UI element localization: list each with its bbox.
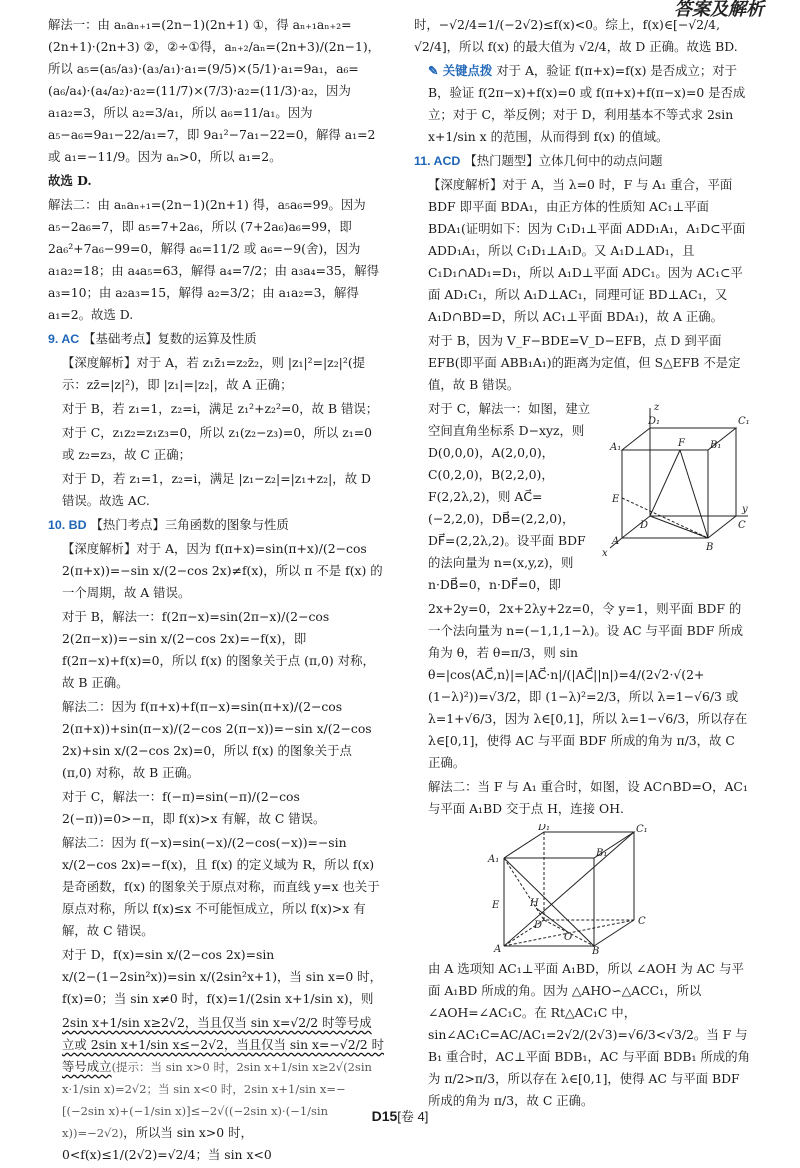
- label2-C1: C₁: [636, 824, 648, 835]
- label2-O: O: [564, 932, 573, 943]
- q11-analysis-c1: 对于 C，解法一：如图，建立空间直角坐标系 D−xyz，则 D(0,0,0)，A(2,0,0)，C(0,2,0)，B(2,2,0)，F(2,2λ,2)，则 AC⃗=(−2,2,0)，DB⃗=(2,2,0)，DF⃗=(2,2λ,2)。设平面 BDF 的法向量为 n=(x,y,z)，则 n·DB⃗=0，n·DF⃗=0，即: [428, 401, 591, 592]
- label2-H: H: [530, 898, 539, 909]
- axis-y: y: [742, 504, 748, 515]
- q11-tag: 【热门题型】立体几何中的动点问题: [464, 153, 663, 168]
- label-C: C: [738, 520, 746, 531]
- label2-D1: D₁: [538, 824, 551, 833]
- q10-analysis-b1: 对于 B，解法一：f(2π−x)=sin(2π−x)/(2−cos 2(2π−x))=−sin x/(2−cos 2x)=−f(x)，即 f(2π−x)+f(x)=0，所以 f(x) 的图象关于点 (π,0) 对称，故 B 正确。: [62, 609, 375, 690]
- q11-analysis-b: 对于 B，因为 V_F−BDE=V_D−EFB，点 D 到平面 EFB(即平面 ABB₁A₁)的距离为定值，但 S△EFB 不是定值，故 B 错误。: [428, 333, 741, 392]
- q9-analysis-a: 【深度解析】对于 A，若 z₁z̄₁=z₂z̄₂，则 |z₁|²=|z₂|²(提示：zz̄=|z|²)，即 |z₁|=|z₂|，故 A 正确；: [62, 355, 366, 392]
- label2-C: C: [638, 916, 646, 927]
- label-D: D: [640, 520, 649, 531]
- label2-B1: B₁: [596, 848, 608, 859]
- q11-analysis-c3: 由 A 选项知 AC₁⊥平面 A₁BD，所以 ∠AOH 为 AC 与平面 A₁BD 所成的角。因为 △AHO∽△ACC₁，所以 ∠AOH=∠AC₁C。在 Rt△AC₁C 中，sin∠AC₁C=AC/AC₁=2√2/(2√3)=√6/3<√3/2。当 F 与 B₁ 重合时，AC⊥平面 BDB₁，AC 与平面 BDB₁ 所成的角为 π/2>π/3，所以存在 λ∈[0,1]，使得 AC 与平面 BDF 所成的角为 π/3，故 C 正确。: [428, 961, 750, 1108]
- q11-analysis-c1b: 2x+2y=0，2x+2λy+2z=0，令 y=1，则平面 BDF 的一个法向量为 n=(−1,1,1−λ)。设 AC 与平面 BDF 所成角为 θ，若 θ=π/3，则 sin θ=|cos⟨AC⃗,n⟩|=|AC⃗·n|/(|AC⃗||n|)=4/(2√2·√(2+(1−λ)²))=√3/2，即 (1−λ)²=2/3，所以 λ=1−√6/3 或 λ=1+√6/3，因为 λ∈[0,1]，所以 λ=1−√6/3，所以存在 λ∈[0,1]，使得 AC 与平面 BDF 所成的角为 π/3，故 C 正确。: [428, 601, 748, 770]
- label-C1: C₁: [738, 416, 750, 427]
- q11-coordinate-block: [414, 398, 750, 598]
- label2-E: E: [492, 900, 500, 911]
- q9-analysis-c: 对于 C，z₁z₂=z₁z₃=0，所以 z₁(z₂−z₃)=0，所以 z₁=0 或 z₂=z₃，故 C 正确；: [62, 425, 373, 462]
- axis-x: x: [602, 548, 608, 558]
- q9-analysis-d: 对于 D，若 z₁=1，z₂=i，满足 |z₁−z₂|=|z₁+z₂|，故 D 错误。故选 AC.: [62, 471, 371, 508]
- q10-analysis-b2: 解法二：因为 f(π+x)+f(π−x)=sin(π+x)/(2−cos 2(π+x))+sin(π−x)/(2−cos 2(π−x))=−sin x/(2−cos 2x)+sin x/(2−cos 2x)=0，所以 f(x) 的图象关于点 (π,0) 对称，故 B 正确。: [62, 699, 372, 780]
- q10-analysis-a: 【深度解析】对于 A，因为 f(π+x)=sin(π+x)/(2−cos 2(π+x))=−sin x/(2−cos 2x)≠f(x)，所以 π 不是 f(x) 的一个周期，故 A 错误。: [62, 541, 383, 600]
- q10-tag: 【热门考点】三角函数的图象与性质: [90, 517, 289, 532]
- q10-number: 10. BD: [48, 518, 87, 532]
- label2-A: A: [494, 944, 502, 954]
- q8-conclusion: 故选 D.: [48, 173, 92, 188]
- q9-number: 9. AC: [48, 332, 80, 346]
- cube-figure-section: [484, 824, 654, 954]
- label2-B: B: [592, 946, 600, 954]
- page-number: D15: [371, 1108, 398, 1124]
- key-point-text: 对于 A，验证 f(π+x)=f(x) 是否成立；对于 B，验证 f(2π−x)+f(x)=0 或 f(π+x)+f(π−x)=0 是否成立；对于 C，举反例；对于 D，利用基本不等式求 2sin x+1/sin x 的范围，从而得到 f(x) 的值域。: [428, 63, 746, 144]
- pen-icon: ✎: [428, 63, 439, 78]
- label-B1: B₁: [710, 440, 722, 451]
- q9-analysis-b: 对于 B，若 z₁=1，z₂=i，满足 z₁²+z₂²=0，故 B 错误；: [62, 401, 379, 416]
- q10-analysis-d: 对于 D，f(x)=sin x/(2−cos 2x)=sin x/(2−(1−2sin²x))=sin x/(2sin²x+1)，当 sin x=0 时，f(x)=0；当 sin x≠0 时，f(x)=1/(2sin x+1/sin x)，则: [62, 947, 382, 1006]
- cube-figure-coordinate: [600, 398, 750, 558]
- q11-number: 11. ACD: [414, 154, 461, 168]
- q8-solution-two: 解法二：由 aₙaₙ₊₁=(2n−1)(2n+1) 得，a₅a₆=99。因为 a₅−2a₆=7，即 a₅=7+2a₆，所以 (7+2a₆)a₆=99，即 2a₆²+7a₆−99=0，解得 a₆=11/2 或 a₆=−9(舍)，因为 a₁a₂=18；由 a₄a₅=63，解得 a₄=7/2；由 a₃a₄=35，解得 a₃=10；由 a₂a₃=15，解得 a₂=3/2；由 a₁a₂=3，解得 a₁=2。故选 D.: [48, 197, 379, 322]
- key-point-title: 关键点拨: [442, 63, 493, 78]
- axis-z: z: [654, 402, 660, 413]
- key-point-label: [428, 63, 492, 78]
- label-F: F: [678, 438, 685, 449]
- label-A: A: [612, 536, 620, 547]
- q10-analysis-c1: 对于 C，解法一：f(−π)=sin(−π)/(2−cos 2(−π))=0>−π，即 f(x)>x 有解，故 C 错误。: [62, 789, 326, 826]
- q10-continued: 时，−√2/4=1/(−2√2)≤f(x)<0。综上，f(x)∈[−√2/4, √2/4]，所以 f(x) 的最大值为 √2/4，故 D 正确。故选 BD.: [414, 17, 738, 54]
- page-header: 答案及解析: [674, 0, 764, 19]
- q8-solution-one: 解法一：由 aₙaₙ₊₁=(2n−1)(2n+1) ①，得 aₙ₊₁aₙ₊₂=(2n+1)·(2n+3) ②，②÷①得，aₙ₊₂/aₙ=(2n+3)/(2n−1)，所以 a₅=(a₅/a₃)·(a₃/a₁)·a₁=(9/5)×(5/1)·a₁=9a₁，a₆=(a₆/a₄)·(a₄/a₂)·a₂=(11/7)×(7/3)·a₂=(11/3)·a₂，因为 a₁a₂=3，所以 a₂=3/a₁，所以 a₆=11/a₁。因为 a₅−a₆=9a₁−22/a₁=7，即 9a₁²−7a₁−22=0，解得 a₁=2 或 a₁=−11/9。因为 aₙ>0，所以 a₁=2。: [48, 17, 381, 164]
- q11-analysis-a: 【深度解析】对于 A，当 λ=0 时，F 与 A₁ 重合，平面 BDF 即平面 BDA₁，由正方体的性质知 AC₁⊥平面 BDA₁(证明如下：因为 C₁D₁⊥平面 ADD₁A₁，A₁D⊂平面 ADD₁A₁，所以 C₁D₁⊥A₁D。又 A₁D⊥AD₁，且 C₁D₁∩AD₁=D₁，所以 A₁D⊥平面 ADC₁。因为 AC₁⊂平面 AD₁C₁，所以 A₁D⊥AC₁，同理可证 BD⊥AC₁，又 A₁D∩BD=D，所以 AC₁⊥平面 BDA₁)，故 A 正确。: [428, 177, 746, 324]
- label-D1: D₁: [648, 416, 661, 427]
- label2-D: D: [534, 920, 543, 931]
- q11-analysis-c2: 解法二：当 F 与 A₁ 重合时，如图，设 AC∩BD=O，AC₁ 与平面 A₁BD 交于点 H，连接 OH.: [428, 779, 748, 816]
- label-A1: A₁: [610, 442, 622, 453]
- q10-analysis-c2: 解法二：因为 f(−x)=sin(−x)/(2−cos(−x))=−sin x/(2−cos 2x)=−f(x)，且 f(x) 的定义域为 R，所以 f(x) 是奇函数，f(x) 的图象关于原点对称，而直线 y=x 也关于原点对称，所以 f(x)≤x 不可能恒成立，所以 f(x)>x 有解，故 C 错误。: [62, 835, 380, 938]
- label2-A1: A₁: [488, 854, 500, 865]
- q10-inequality: 2sin x+1/sin x≥2√2，当且仅当 sin x=√2/2 时等号成立或 2sin x+1/sin x≤−2√2，当且仅当 sin x=−√2/2 时等号成立: [62, 1015, 384, 1074]
- page-footer: [0, 1106, 800, 1125]
- q10-tip: (提示：当 sin x>0 时，2sin x+1/sin x≥2√(2sin x·1/sin x)=2√2；当 sin x<0 时，2sin x+1/sin x=−[(−2sin x)+(−1/sin x)]≤−2√((−2sin x)·(−1/sin x))=−2√2): [62, 1060, 372, 1140]
- right-column: [414, 14, 750, 1114]
- left-column: [48, 14, 384, 1168]
- label-E: E: [612, 494, 620, 505]
- volume-label: [卷 4]: [397, 1109, 429, 1124]
- q10-analysis-d-end: ，所以当 sin x>0 时，0<f(x)≤1/(2√2)=√2/4；当 sin x<0: [62, 1125, 272, 1162]
- q9-tag: 【基础考点】复数的运算及性质: [83, 331, 257, 346]
- label-B: B: [706, 542, 714, 553]
